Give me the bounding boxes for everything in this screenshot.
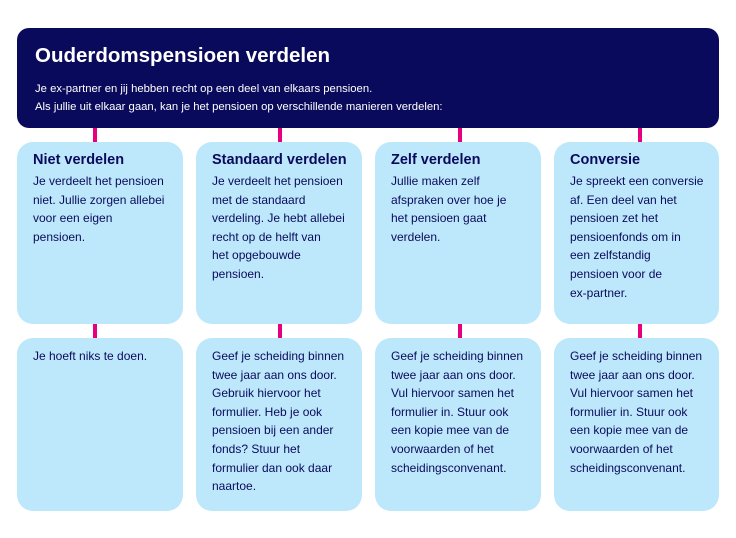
option-description: Jullie maken zelf afspraken over hoe je het pensioen gaat verdelen.	[391, 174, 507, 244]
connector-top-3	[458, 128, 462, 142]
option-box-standaard-verdelen	[196, 142, 362, 324]
action-box-standaard-verdelen	[196, 338, 362, 511]
option-title: Standaard verdelen	[212, 152, 347, 168]
connector-mid-3	[458, 324, 462, 338]
option-title: Niet verdelen	[33, 152, 125, 168]
intro-line-1: Je ex-partner en jij hebben recht op een deel van elkaars pensioen.	[35, 83, 373, 95]
action-description: Geef je scheiding binnen twee jaar aan ons door. Vul hiervoor samen het formulier in. Stuur ook een kopie mee van de voorwaarden of het scheidingsconvenant.	[391, 349, 524, 475]
connector-mid-1	[93, 324, 97, 338]
action-box-conversie	[554, 338, 719, 511]
option-box-zelf-verdelen	[375, 142, 541, 324]
option-title: Zelf verdelen	[391, 152, 481, 168]
page-title: Ouderdomspensioen verdelen	[35, 44, 331, 67]
header-banner	[17, 28, 719, 128]
option-box-niet-verdelen	[17, 142, 183, 324]
connector-top-1	[93, 128, 97, 142]
action-description: Je hoeft niks te doen.	[33, 349, 148, 363]
action-description: Geef je scheiding binnen twee jaar aan ons door. Gebruik hiervoor het formulier. Heb je ook pensioen bij een ander fonds? Stuur het formulier dan ook daar naartoe.	[212, 349, 345, 494]
option-box-conversie	[554, 142, 719, 324]
action-box-niet-verdelen	[17, 338, 183, 511]
option-description: Je spreekt een conversie af. Een deel van het pensioen zet het pensioenfonds om in een zelfstandig pensioen voor de ex-partner.	[570, 174, 704, 300]
action-description: Geef je scheiding binnen twee jaar aan ons door. Vul hiervoor samen het formulier in. Stuur ook een kopie mee van de voorwaarden of het scheidingsconvenant.	[570, 349, 703, 475]
connector-mid-4	[638, 324, 642, 338]
option-description: Je verdeelt het pensioen met de standaard verdeling. Je hebt allebei recht op de helft van het opgebouwde pensioen.	[212, 174, 345, 281]
connector-mid-2	[278, 324, 282, 338]
action-box-zelf-verdelen	[375, 338, 541, 511]
option-description: Je verdeelt het pensioen niet. Jullie zorgen allebei voor een eigen pensioen.	[33, 174, 165, 244]
intro-line-2: Als jullie uit elkaar gaan, kan je het pensioen op verschillende manieren verdelen:	[35, 101, 443, 113]
connector-top-4	[638, 128, 642, 142]
connector-top-2	[278, 128, 282, 142]
option-title: Conversie	[570, 152, 641, 168]
